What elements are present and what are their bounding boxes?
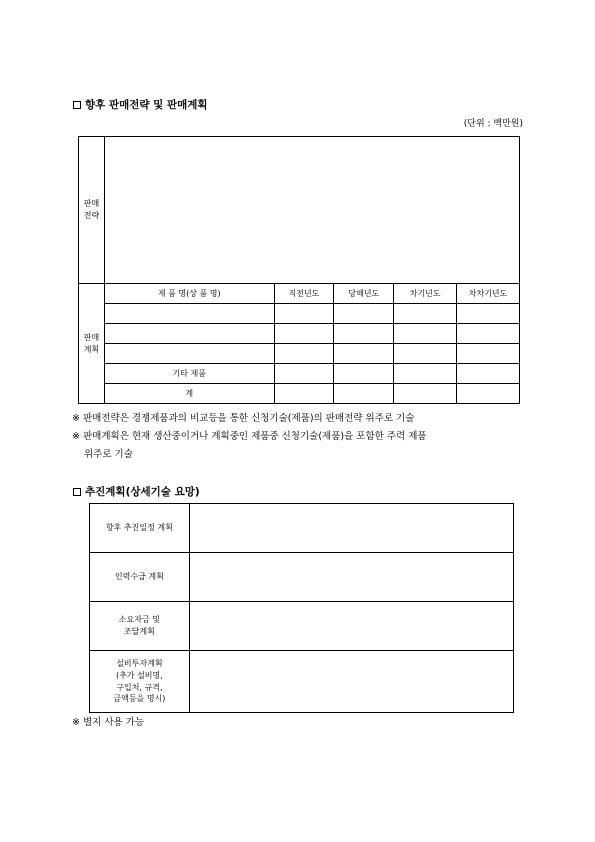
table-cell[interactable] (334, 344, 394, 364)
section1-notes (72, 410, 427, 464)
table-cell[interactable] (104, 324, 274, 344)
section2-heading (73, 484, 200, 499)
other-products-label: 기타 제품 (104, 364, 274, 384)
table-cell[interactable] (394, 344, 457, 364)
checkbox-square-icon (73, 101, 81, 109)
table-row (79, 344, 520, 364)
header-prev-year: 직전년도 (274, 284, 334, 304)
separate-sheet-note: ※ 별지 사용 가능 (72, 717, 145, 728)
plan-label: 판매 계획 (79, 284, 105, 404)
table-cell[interactable] (274, 384, 334, 404)
table-cell[interactable] (457, 304, 520, 324)
funding-plan-label: 소요자금 및 조달계획 (90, 602, 190, 651)
table-cell[interactable] (334, 304, 394, 324)
sales-table (78, 136, 520, 404)
table-cell[interactable] (457, 384, 520, 404)
note-plan-cont: 위주로 기술 (84, 449, 133, 460)
table-row (79, 324, 520, 344)
table-cell[interactable] (274, 344, 334, 364)
total-label: 계 (104, 384, 274, 404)
table-row (90, 651, 514, 713)
checkbox-square-icon (73, 488, 81, 496)
funding-plan-content[interactable] (189, 602, 513, 651)
note-strategy: ※ 판매전략은 경쟁제품과의 비교등을 통한 신청기술(제품)의 판매전략 위주로 기술 (72, 413, 415, 424)
table-cell[interactable] (274, 324, 334, 344)
table-row (90, 553, 514, 602)
header-current-year: 당해년도 (334, 284, 394, 304)
table-cell[interactable] (457, 344, 520, 364)
note-plan: ※ 판매계획은 현재 생산중이거나 계획중인 제품중 신청기술(제품)을 포함한 주력 제품 (72, 431, 427, 442)
table-row (90, 602, 514, 651)
table-row (79, 304, 520, 324)
table-cell[interactable] (457, 364, 520, 384)
header-year-after-next: 차차기년도 (457, 284, 520, 304)
table-cell[interactable] (394, 304, 457, 324)
table-cell[interactable] (334, 324, 394, 344)
table-row (90, 504, 514, 553)
table-row (79, 364, 520, 384)
section2-title: 추진계획(상세기술 요망) (85, 486, 200, 498)
table-cell[interactable] (394, 324, 457, 344)
staffing-plan-label: 인력수급 계획 (90, 553, 190, 602)
table-cell[interactable] (274, 304, 334, 324)
schedule-plan-label: 향후 추진일정 계획 (90, 504, 190, 553)
schedule-plan-content[interactable] (189, 504, 513, 553)
table-cell[interactable] (394, 384, 457, 404)
table-row (79, 384, 520, 404)
table-cell[interactable] (457, 324, 520, 344)
unit-label: (단위 : 백만원) (463, 119, 523, 129)
table-cell[interactable] (104, 344, 274, 364)
table-cell[interactable] (334, 364, 394, 384)
staffing-plan-content[interactable] (189, 553, 513, 602)
header-product-name: 제 품 명(상 품 명) (104, 284, 274, 304)
strategy-label: 판매 전략 (79, 137, 105, 284)
equipment-plan-label: 설비투자계획 (추가 설비명, 구입처, 규격, 금액등을 명시) (90, 651, 190, 713)
table-cell[interactable] (274, 364, 334, 384)
table-cell[interactable] (104, 304, 274, 324)
equipment-plan-content[interactable] (189, 651, 513, 713)
table-cell[interactable] (394, 364, 457, 384)
strategy-content[interactable] (104, 137, 519, 284)
header-next-year: 차기년도 (394, 284, 457, 304)
section1-heading (73, 97, 208, 112)
promotion-plan-table (89, 503, 514, 713)
table-cell[interactable] (334, 384, 394, 404)
section1-title: 향후 판매전략 및 판매계획 (85, 99, 208, 111)
